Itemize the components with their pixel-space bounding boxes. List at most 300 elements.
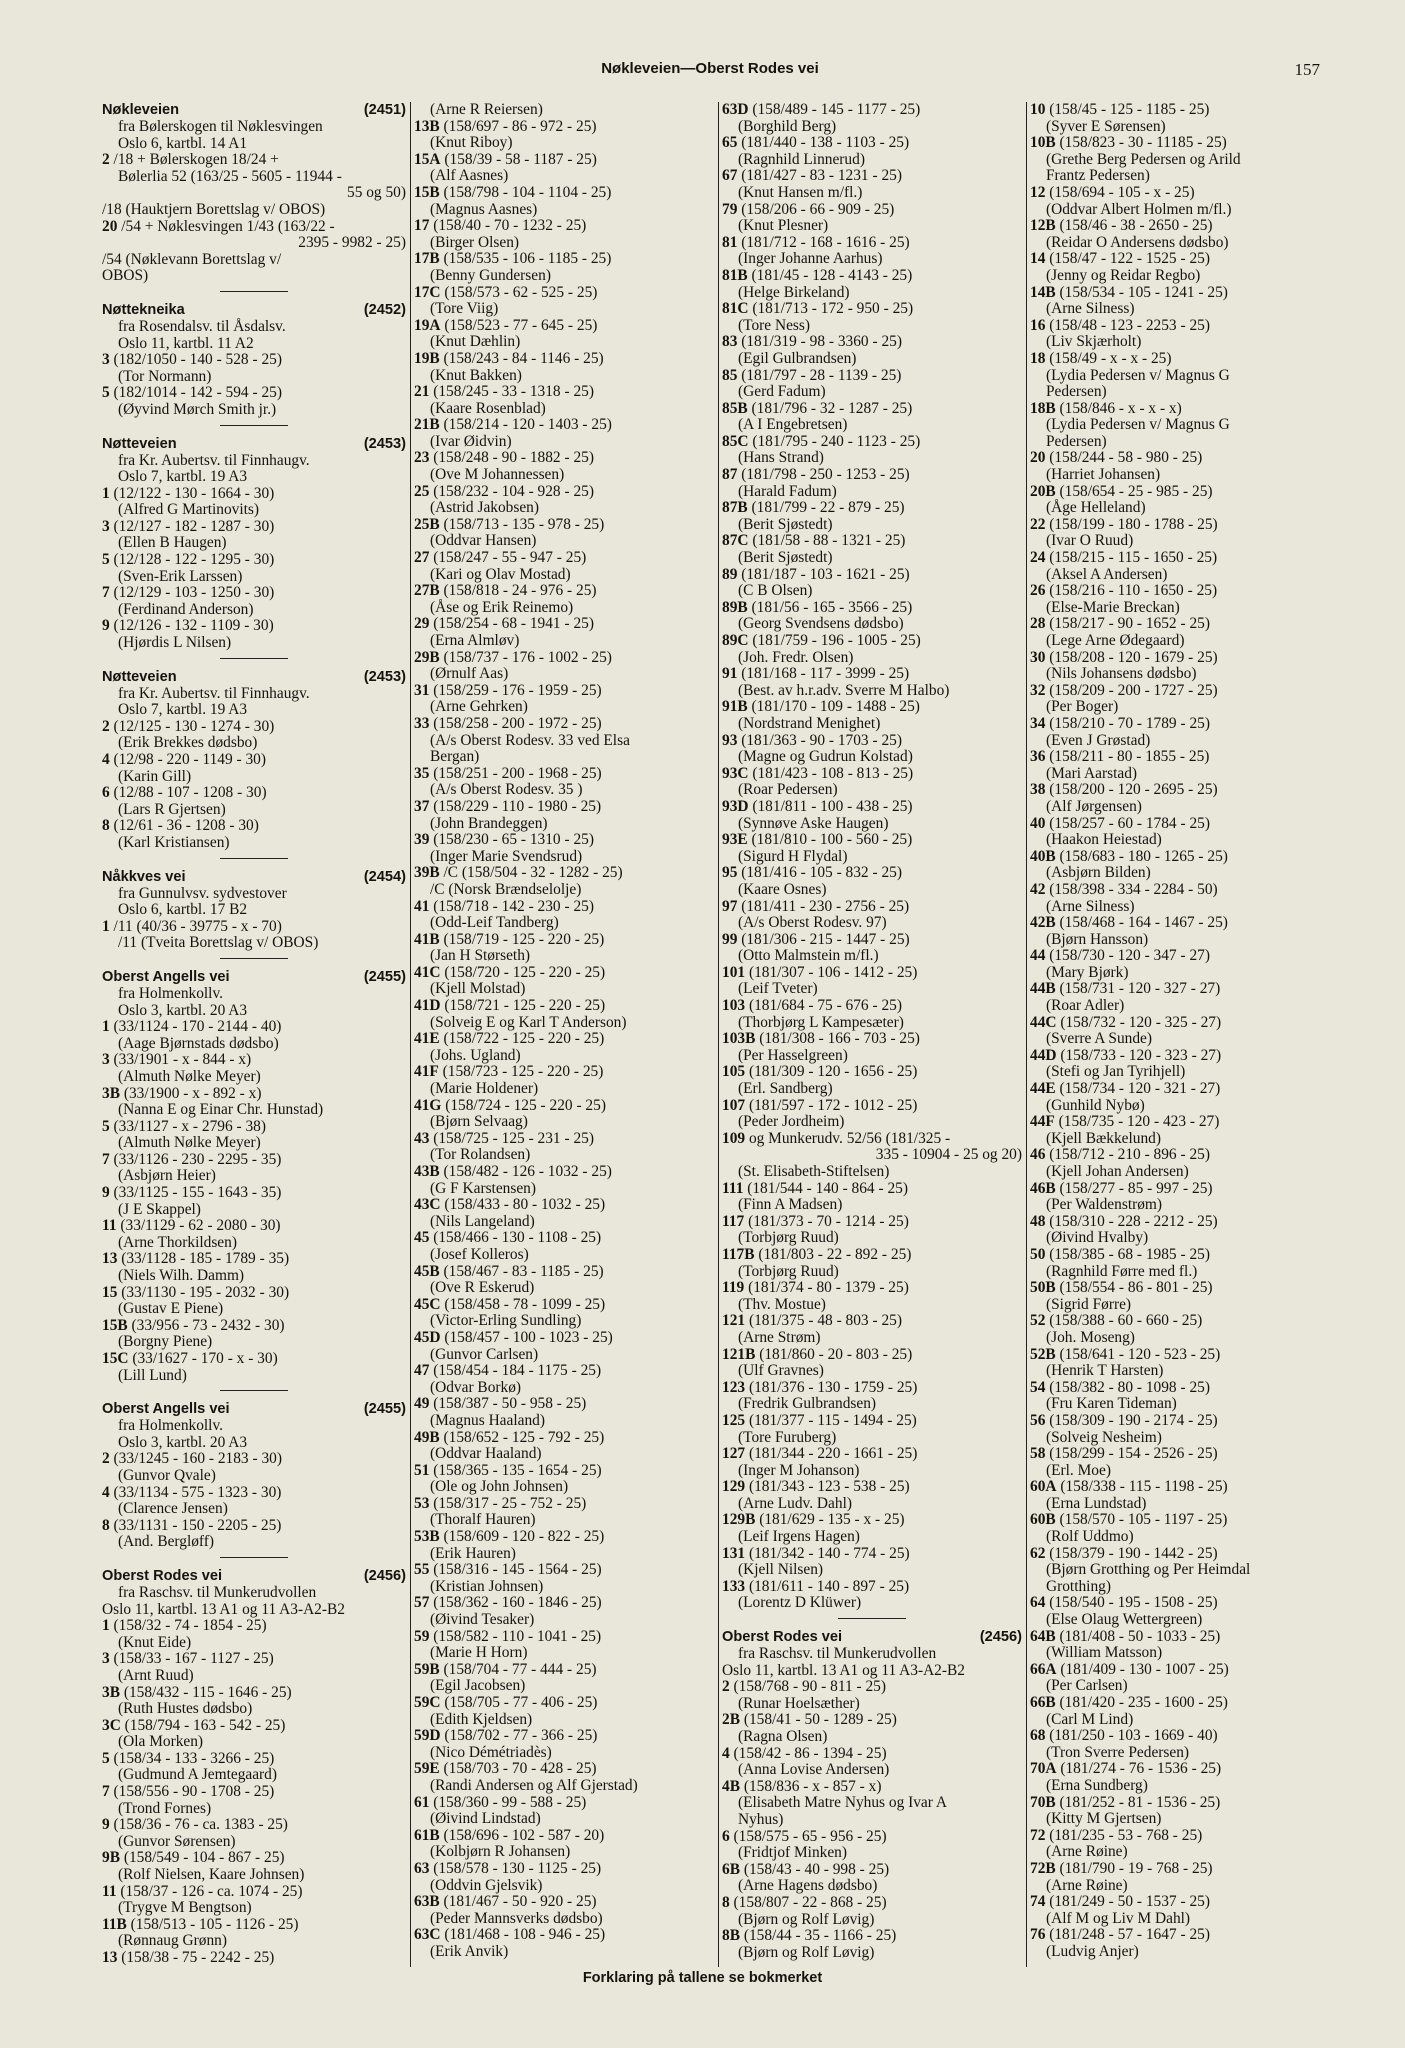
property-entry: 123 (181/376 - 130 - 1759 - 25) [722, 1378, 918, 1396]
house-number: 29 [414, 615, 430, 633]
house-number: 37 [414, 797, 430, 815]
street-code: (2453) [363, 435, 406, 452]
property-entry: 10B (158/823 - 30 - 11185 - 25) [1030, 134, 1227, 152]
house-number: 76 [1030, 1926, 1046, 1944]
owner-line: (Karin Gill) [118, 767, 192, 785]
property-entry: 59D (158/702 - 77 - 366 - 25) [414, 1727, 598, 1745]
owner-line: (Henrik T Harsten) [1046, 1362, 1164, 1380]
owner-line: (Josef Kolleros) [430, 1245, 529, 1263]
house-number: 91 [722, 665, 738, 683]
owner-line: (Kaare Osnes) [738, 880, 827, 898]
property-entry: 59 (158/582 - 110 - 1041 - 25) [414, 1627, 602, 1645]
property-entry: 49 (158/387 - 50 - 958 - 25) [414, 1395, 587, 1413]
property-entry: 55 (158/316 - 145 - 1564 - 25) [414, 1561, 602, 1579]
house-number: 81C [722, 300, 749, 318]
owner-line: (Øivind Tesaker) [430, 1611, 535, 1629]
house-number: 41B [414, 930, 440, 948]
property-entry: 57 (158/362 - 160 - 1846 - 25) [414, 1594, 602, 1612]
house-number: 52B [1030, 1345, 1056, 1363]
house-number: 57 [414, 1594, 430, 1612]
house-number: 27B [414, 582, 440, 600]
property-entry: 93 (181/363 - 90 - 1703 - 25) [722, 731, 902, 749]
street-code: (2452) [363, 301, 406, 318]
owner-line: fra Raschsv. til Munkerudvollen [118, 1583, 317, 1601]
house-number: 3 [102, 517, 110, 535]
house-number: 15B [414, 183, 440, 201]
property-entry: 13B (158/697 - 86 - 972 - 25) [414, 117, 597, 135]
house-number: 29B [414, 648, 440, 666]
house-number: 12B [1030, 217, 1056, 235]
house-number: 66B [1030, 1694, 1056, 1711]
owner-line: (Nils Langeland) [430, 1212, 535, 1230]
property-entry: 45B (158/467 - 83 - 1185 - 25) [414, 1262, 604, 1280]
property-entry: 109 og Munkerudv. 52/56 (181/325 - [722, 1129, 951, 1147]
house-number: 53B [414, 1528, 440, 1546]
owner-line: (Ragna Olsen) [738, 1728, 828, 1745]
owner-line: (Bjørn Hansson) [1046, 930, 1149, 948]
owner-line: (Trond Fornes) [118, 1799, 212, 1817]
property-entry: 40 (158/257 - 60 - 1784 - 25) [1030, 814, 1210, 832]
owner-line: (Fredrik Gulbrandsen) [738, 1395, 877, 1413]
property-entry: 41D (158/721 - 125 - 220 - 25) [414, 997, 606, 1015]
property-entry: 41C (158/720 - 125 - 220 - 25) [414, 963, 606, 981]
owner-line: (Ragnhild Linnerud) [738, 150, 865, 168]
owner-line: fra Holmenkollv. [118, 984, 223, 1002]
property-entry: 19B (158/243 - 84 - 1146 - 25) [414, 349, 604, 367]
house-number: 14 [1030, 250, 1046, 268]
owner-line: (Per Boger) [1046, 698, 1119, 716]
house-number: 4 [102, 751, 110, 768]
owner-line: (Kaare Rosenblad) [430, 399, 546, 417]
property-entry: 44B (158/731 - 120 - 327 - 27) [1030, 980, 1221, 998]
owner-line: Bølerlia 52 (163/25 - 5605 - 11944 - [118, 167, 342, 185]
property-entry: 15 (33/1130 - 195 - 2032 - 30) [102, 1283, 290, 1301]
owner-line: (Erna Almløv) [430, 632, 520, 649]
property-entry: 42B (158/468 - 164 - 1467 - 25) [1030, 914, 1228, 932]
house-number: 40 [1030, 814, 1046, 832]
house-number: 55 [414, 1561, 430, 1579]
street-name: Nøtteveien [102, 668, 177, 685]
house-number: 63B [414, 1893, 440, 1911]
property-entry: 30 (158/208 - 120 - 1679 - 25) [1030, 648, 1218, 666]
house-number: 46 [1030, 1146, 1046, 1164]
owner-line: (Reidar O Andersens dødsbo) [1046, 233, 1229, 251]
property-entry: 44 (158/730 - 120 - 347 - 27) [1030, 947, 1210, 965]
street-heading [102, 302, 406, 319]
house-number: 26 [1030, 582, 1046, 600]
house-number: 44 [1030, 947, 1046, 965]
owner-line: Nyhus) [738, 1810, 784, 1828]
owner-line: (Kjell Bækkelund) [1046, 1129, 1161, 1147]
street-name: Oberst Angells vei [102, 1401, 230, 1418]
house-number: 38 [1030, 781, 1046, 799]
house-number: 59C [414, 1694, 441, 1711]
street-name: Nøkleveien [102, 102, 180, 118]
property-entry: 89C (181/759 - 196 - 1005 - 25) [722, 632, 921, 649]
property-entry: 13 (158/38 - 75 - 2242 - 25) [102, 1949, 275, 1966]
house-number: 15A [414, 150, 441, 168]
house-number: 45C [414, 1295, 441, 1313]
property-entry: 10 (158/45 - 125 - 1185 - 25) [1030, 101, 1210, 118]
owner-line: fra Bølerskogen til Nøklesvingen [118, 118, 323, 135]
house-number: 5 [102, 1117, 110, 1135]
house-number: 2 [722, 1678, 730, 1696]
property-entry: 59C (158/705 - 77 - 406 - 25) [414, 1694, 598, 1711]
house-number: 111 [722, 1179, 744, 1197]
property-entry: 127 (181/344 - 220 - 1661 - 25) [722, 1445, 918, 1463]
owner-line: Oslo 7, kartbl. 19 A3 [118, 468, 248, 486]
owner-line: (Berit Sjøstedt) [738, 549, 833, 567]
house-number: 107 [722, 1096, 746, 1114]
house-number: 3B [102, 1683, 120, 1701]
property-entry: 61B (158/696 - 102 - 587 - 20) [414, 1826, 605, 1844]
property-entry: 19A (158/523 - 77 - 645 - 25) [414, 316, 598, 334]
property-entry: 101 (181/307 - 106 - 1412 - 25) [722, 963, 918, 981]
owner-line: (Per Carlsen) [1046, 1677, 1128, 1695]
property-entry: 81C (181/713 - 172 - 950 - 25) [722, 300, 914, 318]
property-entry: 41G (158/724 - 125 - 220 - 25) [414, 1096, 606, 1114]
house-number: 15B [102, 1316, 128, 1334]
owner-line: (Arne Røine) [1046, 1843, 1128, 1861]
street-code: (2456) [979, 1629, 1022, 1646]
owner-line: (Rolf Uddmo) [1046, 1528, 1134, 1546]
property-entry: 1 (158/32 - 74 - 1854 - 25) [102, 1617, 267, 1635]
section-divider [220, 1390, 288, 1391]
owner-line: (Tron Sverre Pedersen) [1046, 1743, 1190, 1761]
owner-line: (Carl M Lind) [1046, 1710, 1134, 1728]
owner-line: (Øyvind Mørch Smith jr.) [118, 400, 277, 418]
column-3 [718, 102, 1026, 1967]
owner-line: (Victor-Erling Sundling) [430, 1312, 582, 1330]
property-entry: 65 (181/440 - 138 - 1103 - 25) [722, 134, 910, 152]
property-entry: 54 (158/382 - 80 - 1098 - 25) [1030, 1378, 1210, 1396]
owner-line: (A/s Oberst Rodesv. 97) [738, 914, 887, 932]
house-number: 60B [1030, 1511, 1056, 1529]
house-number: 83 [722, 333, 738, 351]
house-number: 3 [102, 1650, 110, 1668]
property-entry: 23 (158/248 - 90 - 1882 - 25) [414, 449, 594, 467]
house-number: 72 [1030, 1826, 1046, 1844]
property-entry: 1 (33/1124 - 170 - 2144 - 40) [102, 1018, 282, 1036]
house-number: 8 [102, 817, 110, 835]
house-number: 9B [102, 1849, 120, 1867]
owner-line: (Nico Démétriadès) [430, 1743, 552, 1761]
property-entry: 99 (181/306 - 215 - 1447 - 25) [722, 930, 910, 948]
owner-line: (Egil Gulbrandsen) [738, 349, 857, 367]
detail-line: /18 (Hauktjern Borettslag v/ OBOS) [102, 200, 326, 218]
owner-line: (Oddvar Albert Holmen m/fl.) [1046, 200, 1232, 218]
property-entry: 8B (158/44 - 35 - 1166 - 25) [722, 1927, 897, 1945]
house-number: 13 [102, 1949, 118, 1966]
owner-line: (Harriet Johansen) [1046, 466, 1161, 484]
street-name: Nåkkves vei [102, 868, 186, 885]
owner-line: (Tore Viig) [430, 300, 499, 318]
property-entry: 50 (158/385 - 68 - 1985 - 25) [1030, 1245, 1210, 1263]
property-entry: 50B (158/554 - 86 - 801 - 25) [1030, 1279, 1213, 1297]
property-entry: 44E (158/734 - 120 - 321 - 27) [1030, 1080, 1221, 1098]
house-number: 81B [722, 266, 748, 284]
property-entry: 66B (181/420 - 235 - 1600 - 25) [1030, 1694, 1228, 1711]
owner-line: Oslo 11, kartbl. 11 A2 [118, 334, 254, 352]
owner-line: (Kjell Nilsen) [738, 1561, 824, 1579]
property-entry: 60B (158/570 - 105 - 1197 - 25) [1030, 1511, 1228, 1529]
property-entry: 107 (181/597 - 172 - 1012 - 25) [722, 1096, 918, 1114]
street-code: (2454) [363, 868, 406, 885]
owner-line: (Ørnulf Aas) [430, 665, 509, 683]
section-divider [220, 958, 288, 959]
owner-line: (J E Skappel) [118, 1200, 201, 1218]
owner-line: (Knut Eide) [118, 1633, 192, 1651]
house-number: 87B [722, 499, 748, 517]
property-entry: 44D (158/733 - 120 - 323 - 27) [1030, 1046, 1222, 1064]
house-number: 12 [1030, 183, 1046, 201]
property-entry: 1 (12/122 - 130 - 1664 - 30) [102, 484, 275, 502]
property-entry: 25 (158/232 - 104 - 928 - 25) [414, 482, 594, 500]
house-number: 2 [102, 1450, 110, 1468]
owner-line: (Tor Rolandsen) [430, 1146, 531, 1164]
owner-line: (Syver E Sørensen) [1046, 117, 1166, 135]
property-entry: 6 (158/575 - 65 - 956 - 25) [722, 1827, 887, 1845]
property-entry: 63 (158/578 - 130 - 1125 - 25) [414, 1859, 602, 1877]
owner-line: (Nanna E og Einar Chr. Hunstad) [118, 1101, 324, 1119]
house-number: 3C [102, 1716, 121, 1734]
house-number: 10B [1030, 134, 1056, 152]
house-number: 41 [414, 897, 430, 915]
property-entry: 7 (158/556 - 90 - 1708 - 25) [102, 1783, 275, 1801]
owner-line: (Gunhild Nybø) [1046, 1096, 1145, 1114]
house-number: 18 [1030, 349, 1046, 367]
property-entry: 40B (158/683 - 180 - 1265 - 25) [1030, 847, 1228, 865]
owner-line: (Rønnaug Grønn) [118, 1932, 227, 1950]
owner-line: (Magnus Haaland) [430, 1411, 545, 1429]
owner-line: (Ferdinand Anderson) [118, 600, 254, 618]
column-1 [102, 102, 410, 1967]
owner-line: (Runar Hoelsæther) [738, 1694, 860, 1712]
owner-line: (Marie Holdener) [430, 1080, 539, 1098]
detail-line: /54 (Nøklevann Borettslag v/ [102, 250, 282, 268]
owner-line: (Ove M Johannessen) [430, 466, 565, 484]
owner-line: (Kitty M Gjertsen) [1046, 1810, 1162, 1828]
property-entry: 83 (181/319 - 98 - 3360 - 25) [722, 333, 902, 351]
detail-line: OBOS) [102, 267, 149, 285]
property-entry: 42 (158/398 - 334 - 2284 - 50) [1030, 880, 1218, 898]
house-number: 95 [722, 864, 738, 882]
owner-line: (Åse og Erik Reinemo) [430, 598, 574, 616]
house-number: 6 [722, 1827, 730, 1845]
house-number: 22 [1030, 515, 1046, 533]
house-number: 17 [414, 217, 430, 235]
owner-line: (Mary Bjørk) [1046, 963, 1129, 981]
house-number: 13B [414, 117, 440, 135]
owner-line: (Arne Silness) [1046, 300, 1135, 318]
house-number: 53 [414, 1494, 430, 1512]
house-number: 85 [722, 366, 738, 384]
property-entry: 15C (33/1627 - 170 - x - 30) [102, 1350, 278, 1367]
house-number: 20 [102, 217, 118, 235]
section-divider [220, 291, 288, 292]
property-entry: 5 (12/128 - 122 - 1295 - 30) [102, 551, 275, 569]
house-number: 13 [102, 1250, 118, 1268]
property-entry: 44F (158/735 - 120 - 423 - 27) [1030, 1113, 1220, 1131]
property-entry: 87B (181/799 - 22 - 879 - 25) [722, 499, 905, 517]
property-entry: 3B (33/1900 - x - 892 - x) [102, 1084, 262, 1102]
property-entry: 25B (158/713 - 135 - 978 - 25) [414, 515, 605, 533]
property-entry: 129 (181/343 - 123 - 538 - 25) [722, 1478, 910, 1496]
property-entry: 2 /18 + Bølerskogen 18/24 + [102, 151, 279, 169]
property-entry: 3 (12/127 - 182 - 1287 - 30) [102, 517, 275, 535]
property-entry: 17B (158/535 - 106 - 1185 - 25) [414, 250, 612, 268]
owner-line: (Knut Hansen m/fl.) [738, 183, 863, 201]
owner-line: (Arne Thorkildsen) [118, 1233, 237, 1251]
owner-line: (Sigrid Førre) [1046, 1295, 1132, 1313]
owner-line: Oslo 7, kartbl. 19 A3 [118, 701, 248, 719]
property-entry: 16 (158/48 - 123 - 2253 - 25) [1030, 316, 1210, 334]
detail-line: 2395 - 9982 - 25) [298, 234, 406, 252]
property-entry: 103 (181/684 - 75 - 676 - 25) [722, 997, 902, 1015]
house-number: 109 [722, 1129, 746, 1147]
owner-line: (Leif Tveter) [738, 980, 818, 998]
owner-line: (Erna Sundberg) [1046, 1776, 1148, 1794]
owner-line: (Else Olaug Wettergreen) [1046, 1611, 1203, 1629]
street-name: Oberst Rodes vei [102, 1567, 223, 1584]
house-number: 42B [1030, 914, 1056, 932]
house-number: 15C [102, 1350, 129, 1367]
house-number: 7 [102, 584, 110, 602]
property-entry: 3 (158/33 - 167 - 1127 - 25) [102, 1650, 274, 1668]
house-number: 68 [1030, 1727, 1046, 1745]
house-number: 23 [414, 449, 430, 467]
property-entry: 21 (158/245 - 33 - 1318 - 25) [414, 383, 594, 401]
property-entry: 13 (33/1128 - 185 - 1789 - 35) [102, 1250, 290, 1268]
owner-line: (Aksel A Andersen) [1046, 565, 1168, 583]
property-entry: 133 (181/611 - 140 - 897 - 25) [722, 1577, 910, 1595]
house-number: 8 [102, 1516, 110, 1534]
owner-line: (Øivind Lindstad) [430, 1810, 541, 1828]
house-number: 18B [1030, 399, 1056, 417]
owner-line: (Benny Gundersen) [430, 266, 551, 284]
property-entry: 2 (12/125 - 130 - 1274 - 30) [102, 717, 275, 735]
house-number: 4 [102, 1483, 110, 1501]
house-number: 1 [102, 1617, 110, 1635]
owner-line: (Alf Aasnes) [430, 167, 509, 185]
property-entry: 8 (12/61 - 36 - 1208 - 30) [102, 817, 259, 835]
house-number: 36 [1030, 748, 1046, 766]
property-entry: 68 (181/250 - 103 - 1669 - 40) [1030, 1727, 1218, 1745]
property-entry: 9 (33/1125 - 155 - 1643 - 35) [102, 1184, 282, 1202]
property-entry: 14 (158/47 - 122 - 1525 - 25) [1030, 250, 1210, 268]
house-number: 14B [1030, 283, 1056, 301]
property-entry: 4 (33/1134 - 575 - 1323 - 30) [102, 1483, 282, 1501]
house-number: 41C [414, 963, 441, 981]
owner-line: (Arne Silness) [1046, 897, 1135, 915]
detail-line: 55 og 50) [347, 184, 406, 202]
owner-line: Grotthing) [1046, 1577, 1111, 1595]
owner-line: (Ludvig Anjer) [1046, 1942, 1139, 1960]
property-entry: 39 (158/230 - 65 - 1310 - 25) [414, 831, 594, 849]
owner-line: (Arne Strøm) [738, 1328, 821, 1346]
property-entry: 121B (181/860 - 20 - 803 - 25) [722, 1345, 913, 1363]
property-entry: 28 (158/217 - 90 - 1652 - 25) [1030, 615, 1210, 633]
owner-line: (Gudmund A Jemtegaard) [118, 1766, 278, 1784]
house-number: 31 [414, 681, 430, 699]
owner-line: (Kari og Olav Mostad) [430, 565, 571, 583]
owner-line: (Lege Arne Ødegaard) [1046, 632, 1185, 649]
owner-line: Oslo 3, kartbl. 20 A3 [118, 1001, 248, 1019]
owner-line: (Ragnhild Førre med fl.) [1046, 1262, 1198, 1280]
house-number: 119 [722, 1279, 745, 1297]
property-entry: 35 (158/251 - 200 - 1968 - 25) [414, 764, 602, 782]
house-number: 105 [722, 1063, 746, 1081]
owner-line: (Berit Sjøstedt) [738, 515, 833, 533]
owner-line: (Inger Johanne Aarhus) [738, 250, 883, 268]
property-entry: 9 (12/126 - 132 - 1109 - 30) [102, 617, 274, 635]
owner-line: (Clarence Jensen) [118, 1500, 228, 1518]
owner-line: fra Gunnulvsv. sydvestover [118, 884, 287, 902]
owner-line: (Ove R Eskerud) [430, 1279, 535, 1297]
house-number: 61B [414, 1826, 440, 1844]
property-entry: 15B (158/798 - 104 - 1104 - 25) [414, 183, 612, 201]
house-number: 63D [722, 101, 749, 118]
house-number: 32 [1030, 681, 1046, 699]
property-entry: 70B (181/252 - 81 - 1536 - 25) [1030, 1793, 1221, 1811]
property-entry: 51 (158/365 - 135 - 1654 - 25) [414, 1461, 602, 1479]
property-entry: 89 (181/187 - 103 - 1621 - 25) [722, 565, 910, 583]
property-entry: 32 (158/209 - 200 - 1727 - 25) [1030, 681, 1218, 699]
owner-line: (Lill Lund) [118, 1366, 187, 1384]
house-number: 46B [1030, 1179, 1056, 1197]
house-number: 9 [102, 1184, 110, 1202]
house-number: 44B [1030, 980, 1056, 998]
house-number: 39 [414, 831, 430, 849]
house-number: 28 [1030, 615, 1046, 633]
owner-line: (Ola Morken) [118, 1733, 204, 1751]
detail-line: 335 - 10904 - 25 og 20) [875, 1146, 1022, 1164]
property-entry: 18 (158/49 - x - x - 25) [1030, 349, 1172, 367]
house-number: 52 [1030, 1312, 1046, 1330]
street-code: (2456) [363, 1567, 406, 1584]
property-entry: 121 (181/375 - 48 - 803 - 25) [722, 1312, 902, 1330]
property-entry: 117 (181/373 - 70 - 1214 - 25) [722, 1212, 909, 1230]
owner-line: (Arne Hagens dødsbo) [738, 1877, 878, 1895]
owner-line: (Liv Skjærholt) [1046, 333, 1142, 351]
owner-line: (Borghild Berg) [738, 117, 837, 135]
house-number: 45B [414, 1262, 440, 1280]
property-entry: 61 (158/360 - 99 - 588 - 25) [414, 1793, 587, 1811]
house-number: 50B [1030, 1279, 1056, 1297]
house-number: 7 [102, 1150, 110, 1168]
property-entry: 87C (181/58 - 88 - 1321 - 25) [722, 532, 906, 550]
section-divider [220, 858, 288, 859]
owner-line: (Tore Ness) [738, 316, 811, 334]
house-number: 21B [414, 416, 440, 434]
owner-line: (Oddvin Gjelsvik) [430, 1876, 543, 1894]
owner-line: (Lars R Gjertsen) [118, 800, 226, 818]
house-number: 54 [1030, 1378, 1046, 1396]
property-entry: 66A (181/409 - 130 - 1007 - 25) [1030, 1660, 1229, 1678]
house-number: 41E [414, 1030, 440, 1048]
house-number: 64B [1030, 1627, 1056, 1645]
owner-line: (Fru Karen Tideman) [1046, 1395, 1177, 1413]
owner-line: (Oddvar Hansen) [430, 532, 537, 550]
property-entry: 11 (33/1129 - 62 - 2080 - 30) [102, 1217, 281, 1235]
property-entry: 44C (158/732 - 120 - 325 - 27) [1030, 1013, 1222, 1031]
house-number: 66A [1030, 1660, 1057, 1678]
owner-line: fra Kr. Aubertsv. til Finnhaugv. [118, 684, 310, 702]
owner-line: (A/s Oberst Rodesv. 33 ved Elsa [430, 731, 630, 749]
owner-line: (Rolf Nielsen, Kaare Johnsen) [118, 1866, 305, 1884]
house-number: 5 [102, 384, 110, 402]
house-number: 49B [414, 1428, 440, 1446]
